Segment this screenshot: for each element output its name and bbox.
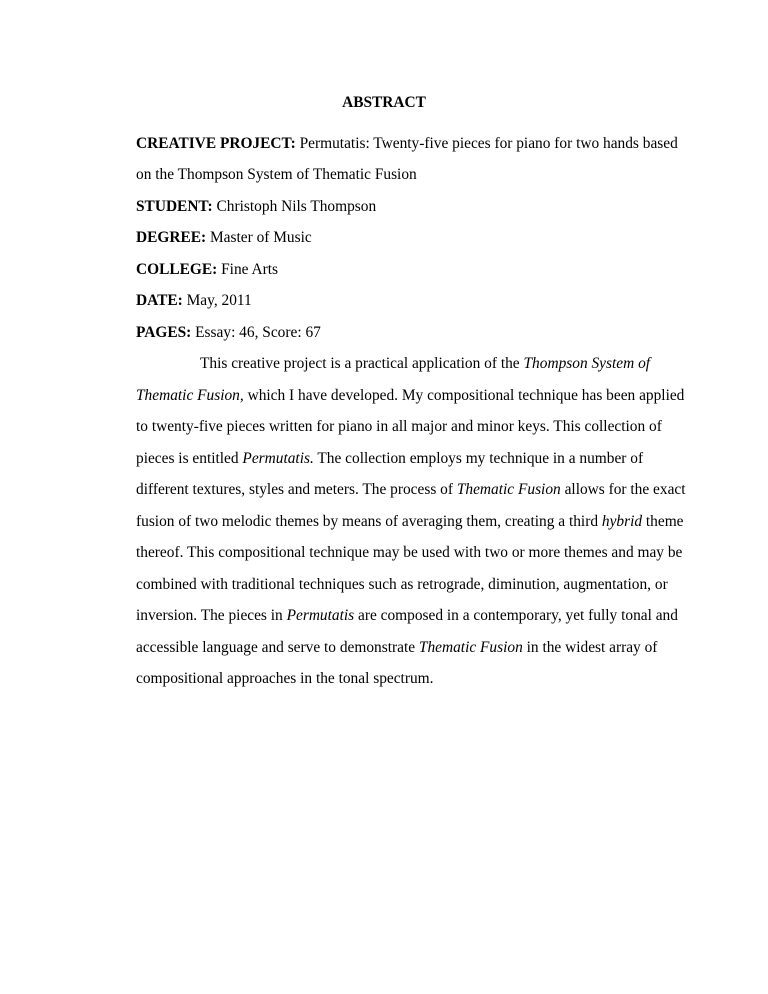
student-value: Christoph Nils Thompson [216,198,377,215]
degree-label: DEGREE: [136,229,207,246]
college-line [136,260,278,280]
project-value-1: Permutatis: Twenty-five pieces for piano for two hands based [299,135,678,152]
degree-value: Master of Music [209,229,312,246]
body-line-4: pieces is entitled Permutatis. The collection employs my technique in a number of [136,450,644,467]
project-value-2: on the Thompson System of Thematic Fusion [136,166,417,183]
body-line-10: accessible language and serve to demonstrate Thematic Fusion in the widest array of [136,639,658,656]
date-value: May, 2011 [186,292,252,309]
project-line-2 [136,165,417,185]
body-line-3: to twenty-five pieces written for piano in all major and minor keys. This collection of [136,418,662,435]
college-value: Fine Arts [221,261,278,278]
pages-label: PAGES: [136,324,192,341]
body-line-1: This creative project is a practical application of the Thompson System of [200,355,651,372]
date-line [136,291,252,311]
body-line-5: different textures, styles and meters. The process of Thematic Fusion allows for the exact [136,481,686,498]
project-label: CREATIVE PROJECT: [136,135,296,152]
student-label: STUDENT: [136,198,213,215]
body-line-11: compositional approaches in the tonal spectrum. [136,670,434,687]
body-line-8: combined with traditional techniques such as retrograde, diminution, augmentation, or [136,576,668,593]
body-line-6: fusion of two melodic themes by means of averaging them, creating a third hybrid theme [136,513,684,530]
degree-line [136,228,312,248]
body-line-9: inversion. The pieces in Permutatis are composed in a contemporary, yet fully tonal and [136,607,678,624]
project-line-1 [136,134,678,154]
pages-value: Essay: 46, Score: 67 [195,324,321,341]
pages-line [136,323,321,343]
date-label: DATE: [136,292,183,309]
body-line-2: Thematic Fusion, which I have developed. My compositional technique has been applied [136,387,685,404]
body-line-7: thereof. This compositional technique may be used with two or more themes and may be [136,544,683,561]
college-label: COLLEGE: [136,261,218,278]
student-line [136,197,376,217]
abstract-heading: ABSTRACT [342,94,426,111]
